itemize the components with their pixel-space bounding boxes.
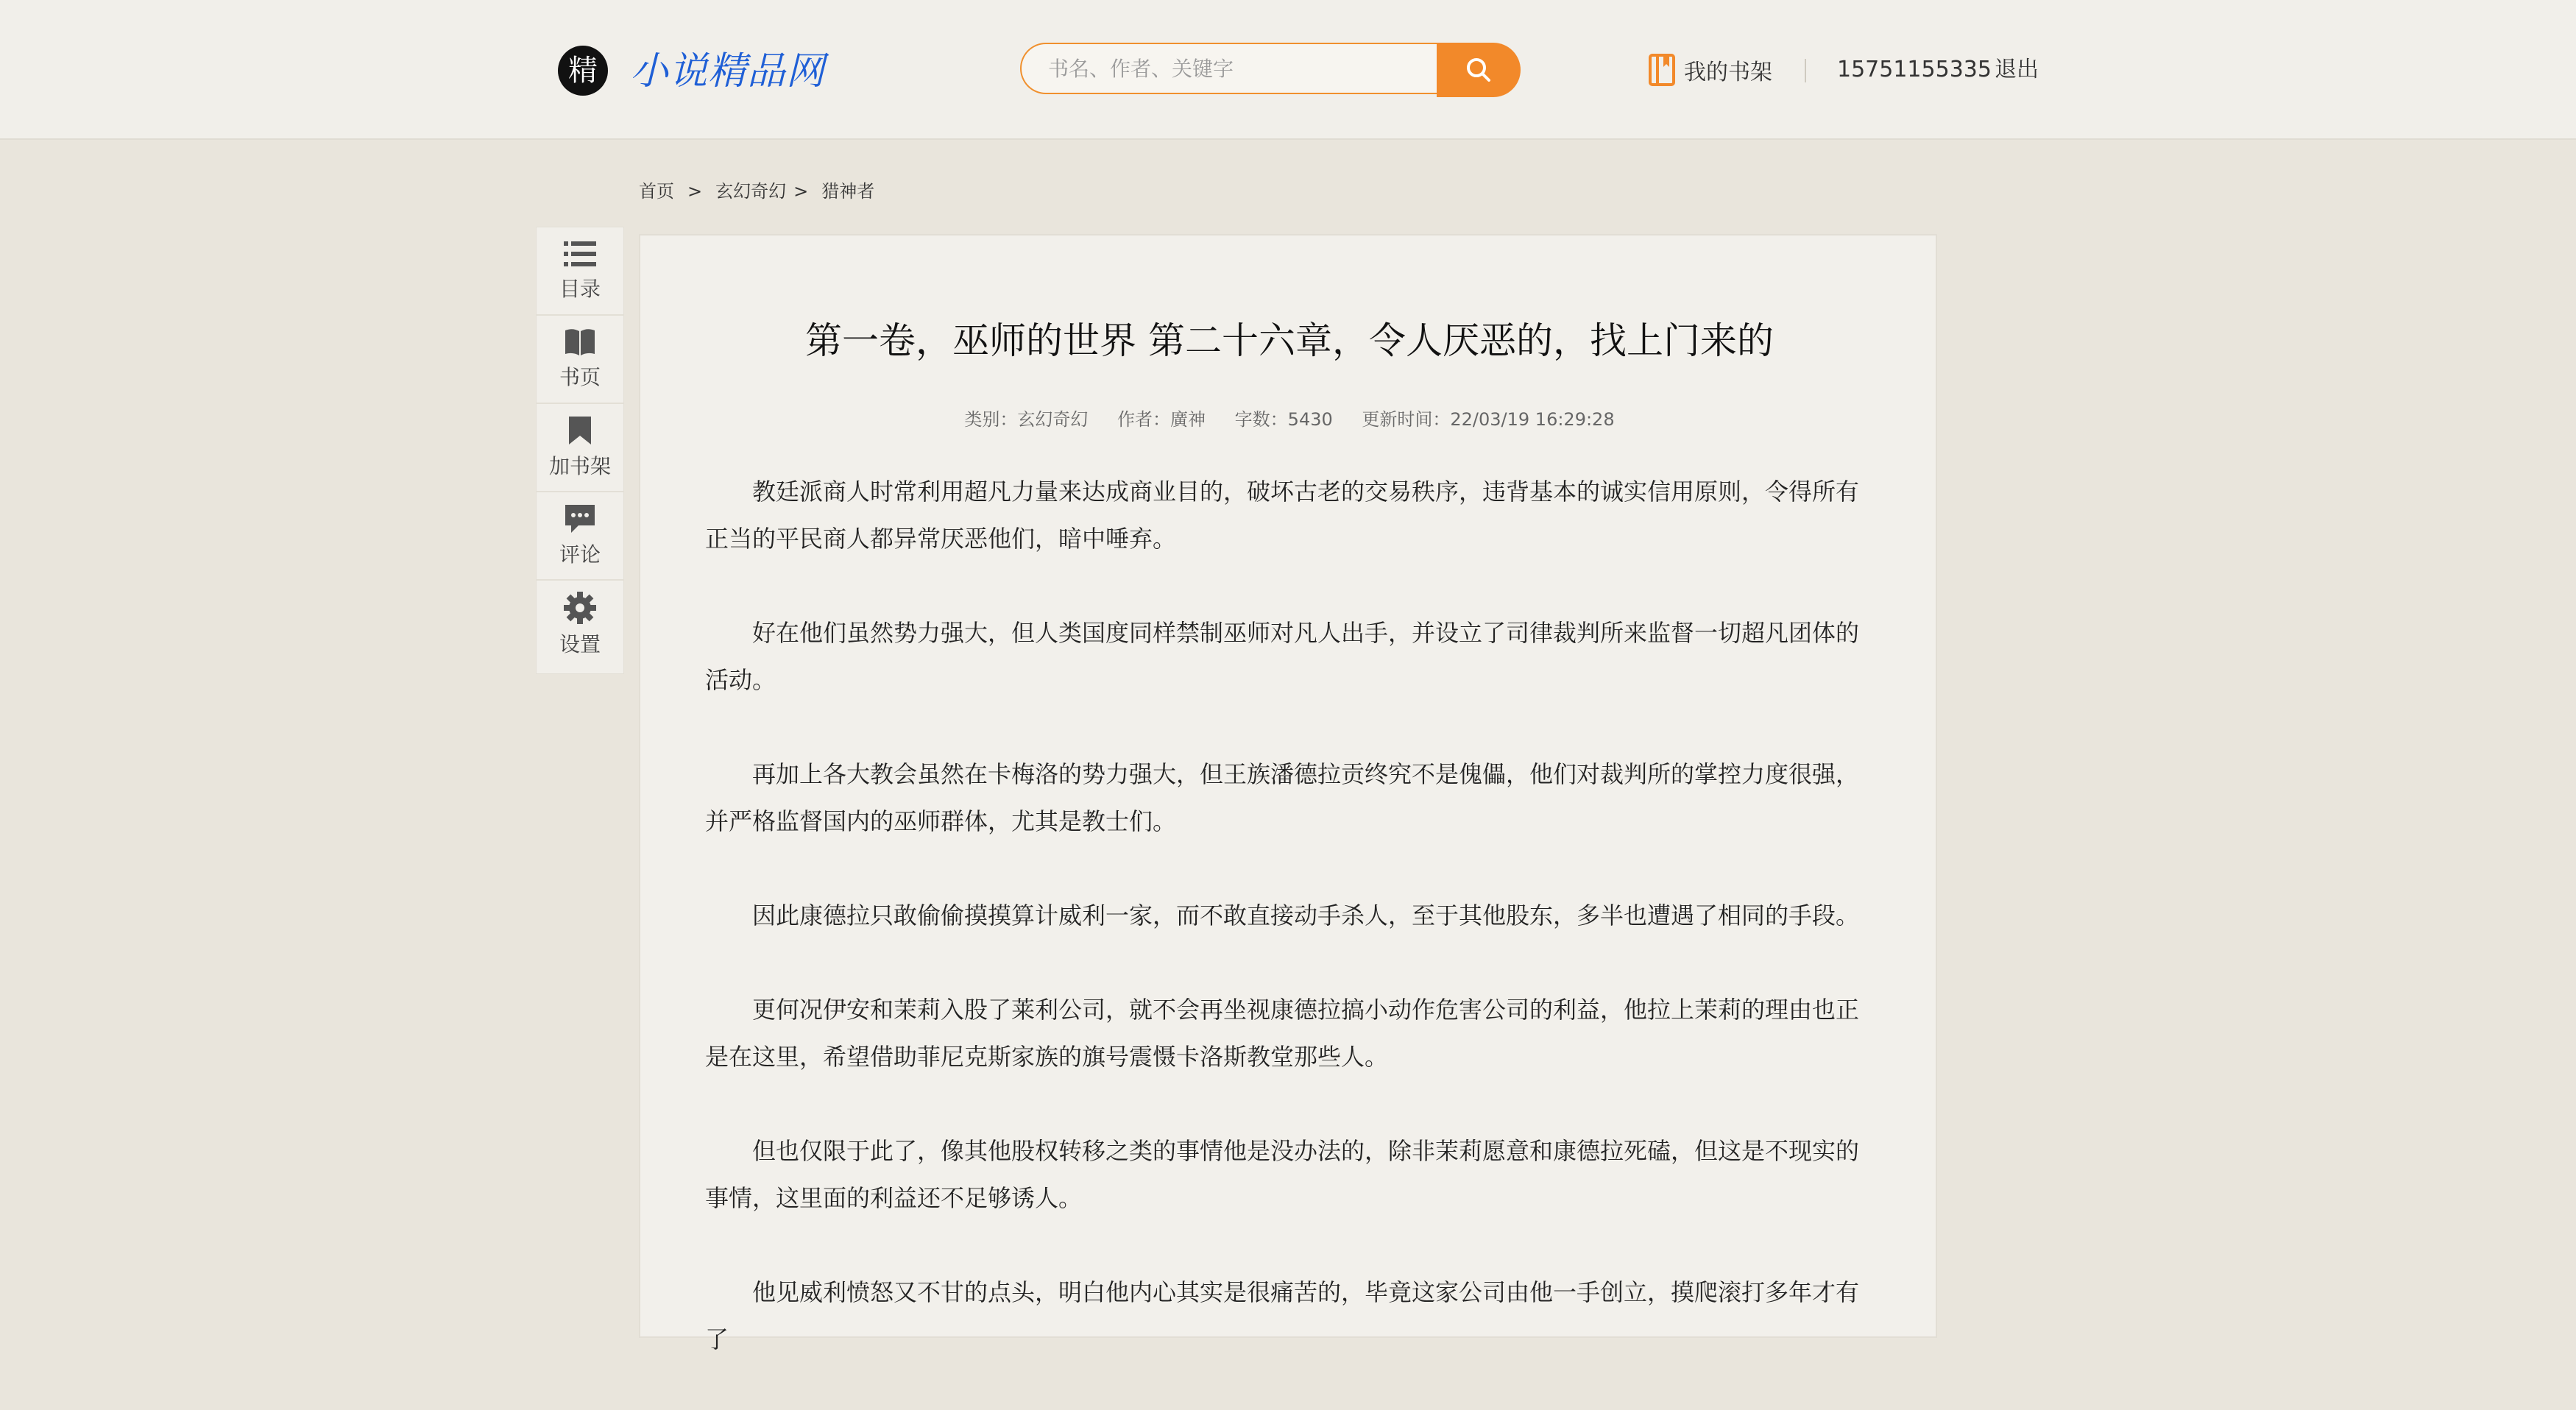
list-icon <box>564 239 596 269</box>
paragraph: 他见威利愤怒又不甘的点头，明白他内心其实是很痛苦的，毕竟这家公司由他一手创立，摸爬滚打多年才有了 <box>705 1278 1860 1353</box>
comment-icon <box>564 503 596 534</box>
logo-icon[interactable]: 精 <box>558 46 608 96</box>
chapter-meta <box>640 406 1939 433</box>
search-input[interactable] <box>1020 43 1437 94</box>
toolbar-label: 加书架 <box>548 454 611 478</box>
breadcrumb-separator: > <box>687 181 703 202</box>
chapter-body <box>705 468 1868 1410</box>
paragraph: 教廷派商人时常利用超凡力量来达成商业目的，破坏古老的交易秩序，违背基本的诚实信用原则，令得所有正当的平民商人都异常厌恶他们，暗中唾弃。 <box>705 478 1860 553</box>
meta-word-count: 字数：5430 <box>1234 409 1333 430</box>
toolbar-item-add-shelf[interactable] <box>537 404 623 492</box>
toolbar-item-catalog[interactable] <box>537 227 623 316</box>
toolbar-item-book-page[interactable] <box>537 316 623 404</box>
breadcrumb <box>639 177 874 206</box>
user-phone[interactable]: 15751155335 <box>1837 57 1992 82</box>
toolbar-label: 评论 <box>559 542 601 567</box>
bookmark-icon <box>567 415 593 446</box>
gear-icon <box>564 592 596 624</box>
toolbar-item-settings[interactable] <box>537 581 623 669</box>
breadcrumb-home[interactable]: 首页 <box>639 181 674 202</box>
toolbar-label: 设置 <box>559 632 601 656</box>
search-bar <box>1020 43 1521 97</box>
search-icon <box>1464 55 1493 85</box>
paragraph: 再加上各大教会虽然在卡梅洛的势力强大，但王族潘德拉贡终究不是傀儡，他们对裁判所的掌控力度很强，并严格监督国内的巫师群体，尤其是教士们。 <box>705 760 1860 835</box>
toolbar-item-comments[interactable] <box>537 492 623 581</box>
logout-link[interactable]: 退出 <box>1995 57 2039 82</box>
search-button[interactable] <box>1437 43 1521 97</box>
breadcrumb-category[interactable]: 玄幻奇幻 <box>715 181 787 202</box>
site-header <box>0 0 2576 140</box>
toolbar-label: 目录 <box>559 277 601 301</box>
paragraph: 更何况伊安和茉莉入股了莱利公司，就不会再坐视康德拉搞小动作危害公司的利益，他拉上茉莉的理由也正是在这里，希望借助菲尼克斯家族的旗号震慑卡洛斯教堂那些人。 <box>705 996 1860 1071</box>
paragraph: 好在他们虽然势力强大，但人类国度同样禁制巫师对凡人出手，并设立了司律裁判所来监督一切超凡团体的活动。 <box>705 619 1860 694</box>
paragraph: 因此康德拉只敢偷偷摸摸算计威利一家，而不敢直接动手杀人，至于其他股东，多半也遭遇了相同的手段。 <box>752 901 1860 929</box>
bookshelf-label: 我的书架 <box>1684 60 1772 85</box>
my-bookshelf-link[interactable] <box>1649 52 1772 88</box>
paragraph: 但也仅限于此了，像其他股权转移之类的事情他是没办法的，除非茉莉愿意和康德拉死磕，但这是不现实的事情，这里面的利益还不足够诱人。 <box>705 1137 1860 1212</box>
meta-category: 类别：玄幻奇幻 <box>964 409 1089 430</box>
breadcrumb-separator: > <box>793 181 809 202</box>
toolbar-label: 书页 <box>559 365 601 389</box>
meta-updated: 更新时间：22/03/19 16:29:28 <box>1362 409 1615 430</box>
header-divider <box>1805 59 1806 82</box>
chapter-content <box>639 234 1937 1353</box>
bookshelf-icon <box>1649 54 1675 86</box>
breadcrumb-book[interactable]: 猎神者 <box>821 181 875 202</box>
meta-author: 作者：廣神 <box>1117 409 1206 430</box>
site-name[interactable]: 小说精品网 <box>630 49 826 93</box>
chapter-title: 第一卷，巫师的世界 第二十六章，令人厌恶的，找上门来的 <box>805 319 1774 362</box>
book-icon <box>564 327 596 357</box>
reader-toolbar <box>536 227 624 674</box>
